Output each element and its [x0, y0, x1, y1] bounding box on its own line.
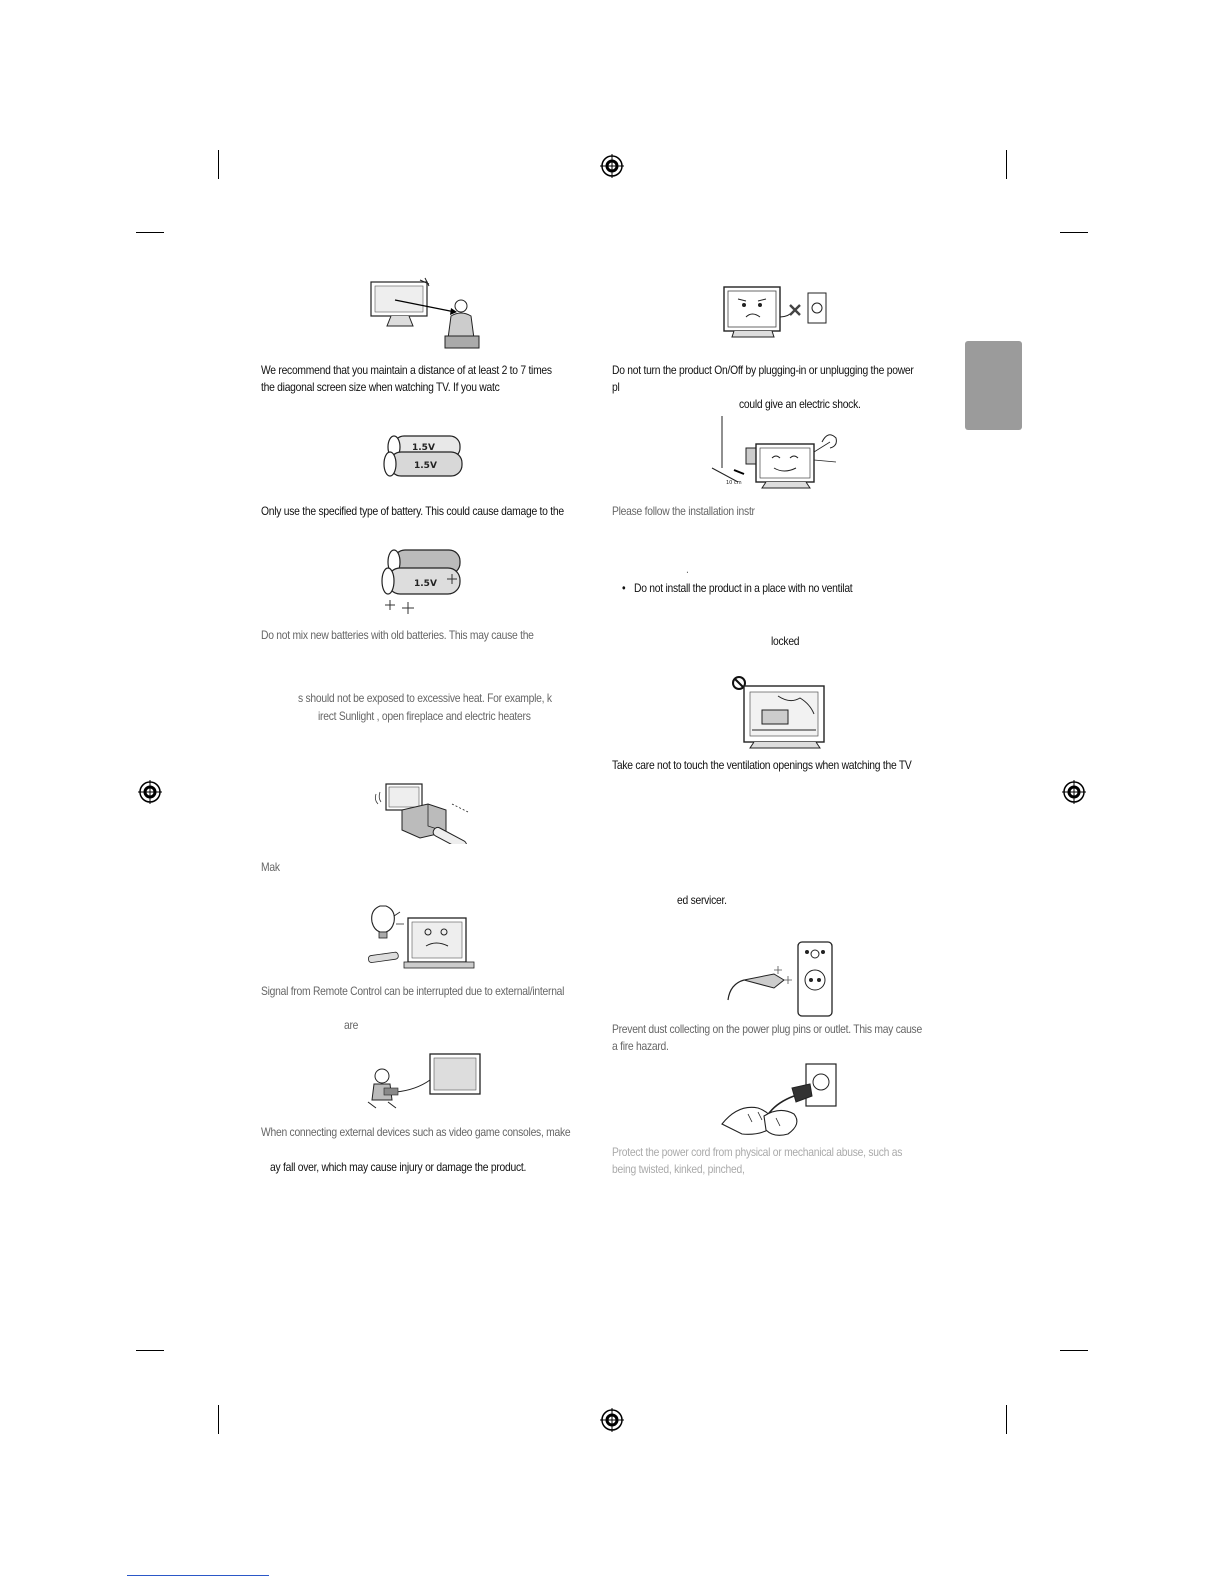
- battery-heat-text-line1: s should not be exposed to excessive heat. For example, k: [298, 691, 552, 705]
- bullet-symbol: •: [622, 581, 626, 595]
- external-device-illustration: [366, 1050, 484, 1112]
- battery-heat-text-line2: irect Sunlight , open fireplace and electric heaters: [318, 709, 531, 723]
- installation-text: Please follow the installation instr: [612, 504, 755, 518]
- dust-text-line1: Prevent dust collecting on the power plug pins or outlet. This may cause: [612, 1022, 922, 1036]
- locked-text: locked: [771, 634, 800, 648]
- battery-type-text: Only use the specified type of battery. This could cause damage to the: [261, 504, 564, 518]
- power-plug-illustration: [720, 283, 836, 343]
- viewing-distance-text-line2: the diagonal screen size when watching TV. If you watc: [261, 380, 500, 394]
- footer-link-underline: [127, 1575, 269, 1576]
- crop-mark-top-right-h: [1060, 232, 1088, 233]
- language-tab: [965, 341, 1022, 430]
- dusty-plug-illustration: [724, 940, 836, 1020]
- remote-obstacle-illustration: [372, 780, 476, 844]
- crop-mark-top-left-v: [218, 150, 219, 179]
- battery-label: 1.5V: [414, 461, 437, 471]
- battery-label: 1.5V: [414, 579, 437, 589]
- crop-mark-bottom-right-v: [1006, 1405, 1007, 1434]
- ventilation-illustration: [730, 674, 830, 750]
- crop-mark-bottom-right-h: [1060, 1350, 1088, 1351]
- dust-text-line2: a fire hazard.: [612, 1039, 669, 1053]
- viewing-distance-illustration: [365, 276, 485, 352]
- plug-onoff-text-line2: pl: [612, 380, 620, 394]
- registration-mark-icon: [138, 780, 162, 809]
- registration-mark-icon: [1062, 780, 1086, 809]
- remote-interference-text-line2: are: [344, 1018, 359, 1032]
- crop-mark-bottom-left-v: [218, 1405, 219, 1434]
- external-device-text-line2: ay fall over, which may cause injury or damage the product.: [270, 1160, 527, 1174]
- remote-interference-text-line1: Signal from Remote Control can be interrupted due to external/internal: [261, 984, 565, 998]
- distance-label: 10 cm: [726, 480, 742, 486]
- crop-mark-top-right-v: [1006, 150, 1007, 179]
- plug-onoff-text-line1: Do not turn the product On/Off by plugging-in or unplugging the power: [612, 363, 914, 377]
- remote-obstacle-text: Mak: [261, 860, 280, 874]
- mixed-battery-illustration: [380, 544, 472, 620]
- battery-label: 1.5V: [412, 443, 435, 453]
- plug-onoff-text-line3: could give an electric shock.: [739, 397, 861, 411]
- installation-text-dot: .: [686, 562, 689, 576]
- viewing-distance-text-line1: We recommend that you maintain a distance of at least 2 to 7 times: [261, 363, 552, 377]
- ventilation-touch-text: Take care not to touch the ventilation openings when watching the TV: [612, 758, 912, 772]
- crop-mark-bottom-left-h: [136, 1350, 164, 1351]
- mixed-battery-text: Do not mix new batteries with old batteries. This may cause the: [261, 628, 534, 642]
- power-cord-text-line1: Protect the power cord from physical or mechanical abuse, such as: [612, 1145, 903, 1159]
- registration-mark-icon: [600, 1408, 624, 1437]
- remote-interference-illustration: [366, 900, 484, 980]
- ventilation-bullet-text: Do not install the product in a place with no ventilat: [634, 581, 853, 595]
- installation-distance-illustration: [710, 412, 842, 492]
- battery-illustration: [382, 432, 472, 484]
- crop-mark-top-left-h: [136, 232, 164, 233]
- power-cord-illustration: [718, 1062, 840, 1142]
- registration-mark-icon: [600, 154, 624, 183]
- external-device-text-line1: When connecting external devices such as video game consoles, make: [261, 1125, 571, 1139]
- power-cord-text-line2: being twisted, kinked, pinched,: [612, 1162, 745, 1176]
- servicer-text: ed servicer.: [677, 893, 727, 907]
